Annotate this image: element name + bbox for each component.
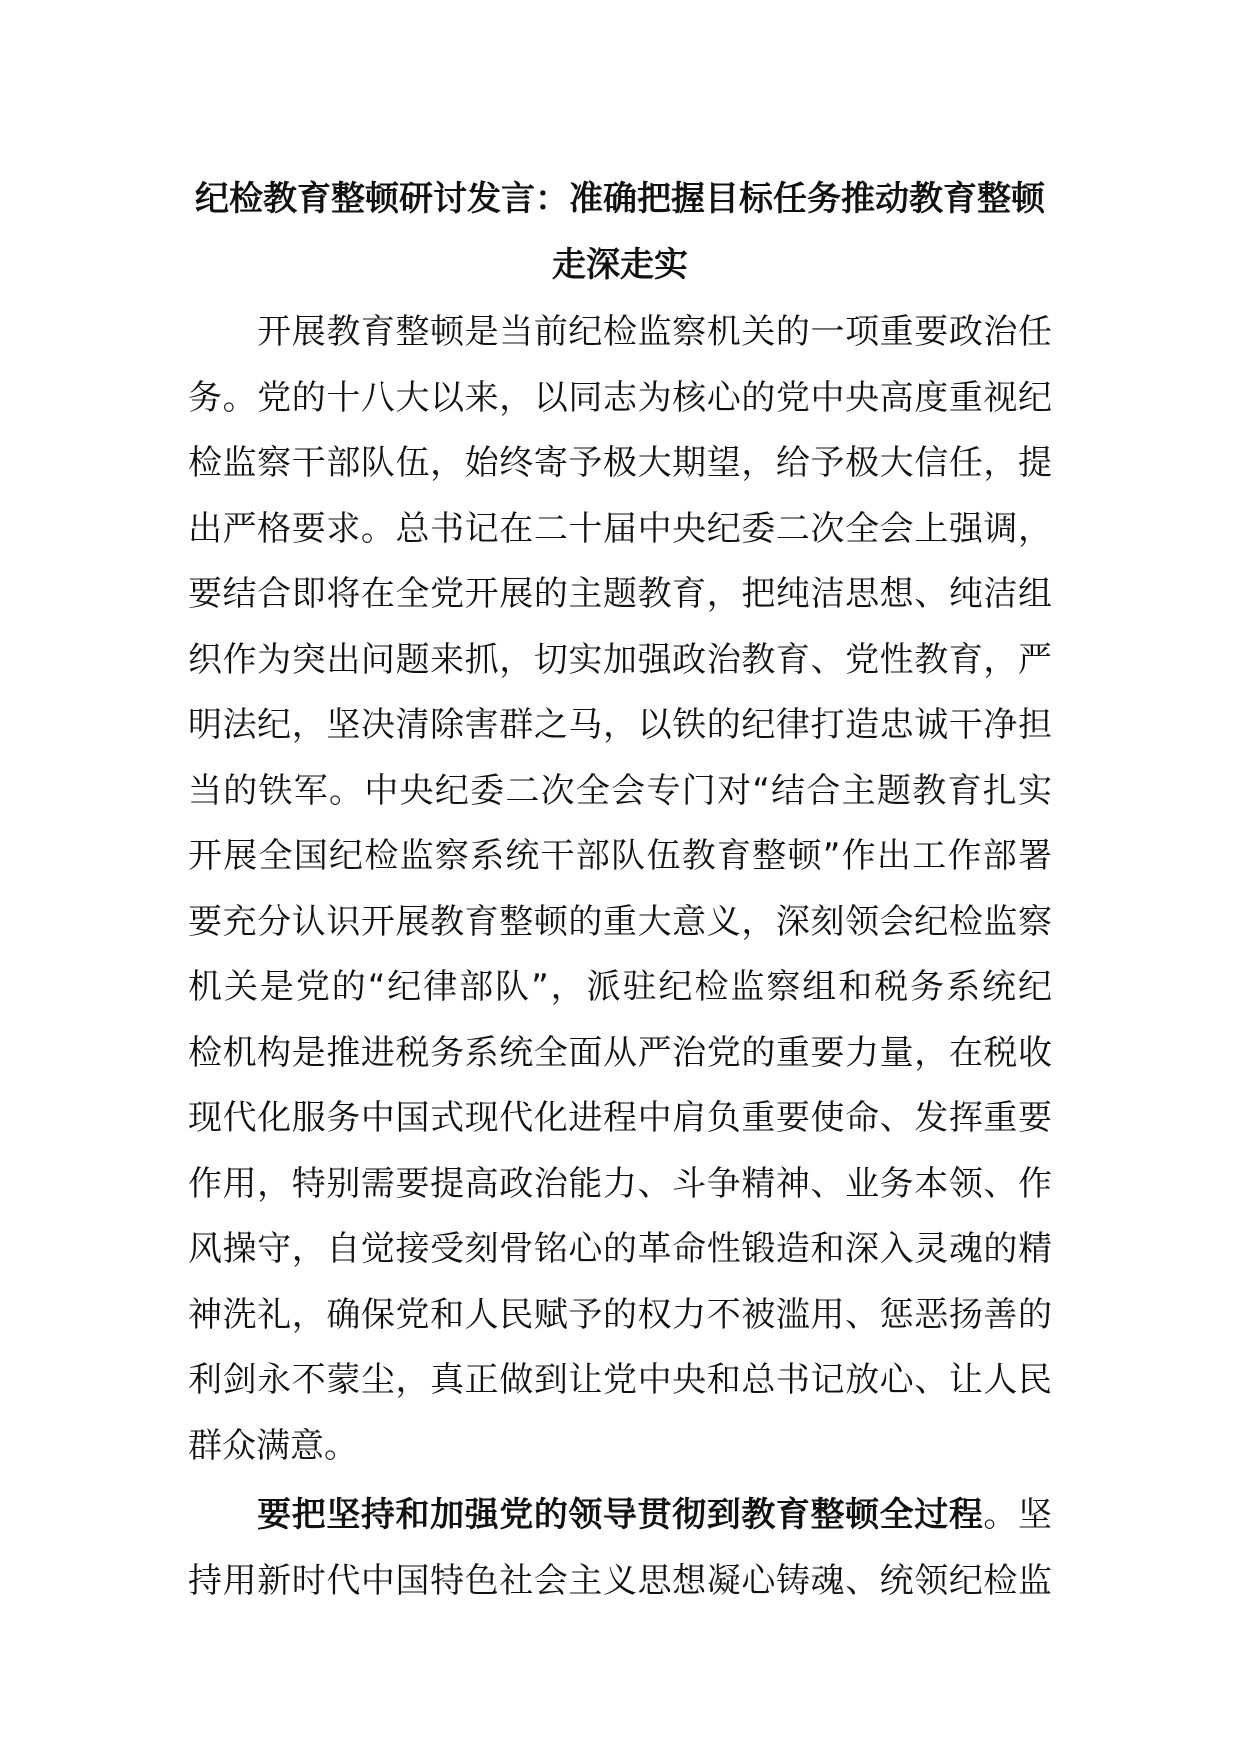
- paragraph-line: 要结合即将在全党开展的主题教育，把纯洁思想、纯洁组: [188, 574, 1052, 614]
- paragraph-line: 作用，特别需要提高政治能力、斗争精神、业务本领、作: [188, 1163, 1052, 1204]
- document-title: [188, 166, 1052, 298]
- paragraph-line: 要充分认识开展教育整顿的重大意义，深刻领会纪检监察: [188, 901, 1052, 942]
- paragraph-line: 检监察干部队伍，始终寄予极大期望，给予极大信任，提: [188, 443, 1052, 483]
- title-line-1: 纪检教育整顿研讨发言：准确把握目标任务推动教育整顿: [195, 179, 1045, 219]
- title-line-2: 走深走实: [552, 245, 688, 285]
- paragraph-line: 现代化服务中国式现代化进程中肩负重要使命、发挥重要: [188, 1098, 1052, 1138]
- paragraph-line: 神洗礼，确保党和人民赋予的权力不被滥用、惩恶扬善的: [188, 1294, 1052, 1335]
- paragraph-line: 持用新时代中国特色社会主义思想凝心铸魂、统领纪检监: [188, 1560, 1052, 1601]
- document-body: [188, 300, 1052, 1614]
- paragraph-line: 织作为突出问题来抓，切实加强政治教育、党性教育，严: [188, 639, 1052, 680]
- paragraph-line: 开展全国纪检监察系统干部队伍教育整顿”作出工作部署: [188, 836, 1052, 876]
- paragraph-2: [188, 1483, 1052, 1614]
- paragraph-line: 群众满意。: [188, 1425, 358, 1466]
- paragraph-line: 明法纪，坚决清除害群之马，以铁的纪律打造忠诚干净担: [188, 705, 1052, 745]
- paragraph-line: 利剑永不蒙尘，真正做到让党中央和总书记放心、让人民: [188, 1360, 1052, 1400]
- paragraph-line: 出严格要求。总书记在二十届中央纪委二次全会上强调，: [188, 508, 1052, 549]
- paragraph-line: 开展教育整顿是当前纪检监察机关的一项重要政治任: [188, 312, 1052, 352]
- paragraph-1: [188, 300, 1052, 1479]
- paragraph-line: 机关是党的“纪律部队”，派驻纪检监察组和税务系统纪: [188, 967, 1052, 1007]
- paragraph-line: 务。党的十八大以来，以同志为核心的党中央高度重视纪: [188, 377, 1052, 418]
- paragraph-line: [188, 1483, 1052, 1549]
- section-heading: 要把坚持和加强党的领导贯彻到教育整顿全过程: [257, 1495, 984, 1535]
- heading-tail: 。坚: [983, 1495, 1053, 1535]
- paragraph-line: 当的铁军。中央纪委二次全会专门对“结合主题教育扎实: [188, 770, 1052, 811]
- paragraph-line: 风操守，自觉接受刻骨铭心的革命性锻造和深入灵魂的精: [188, 1229, 1052, 1269]
- paragraph-line: 检机构是推进税务系统全面从严治党的重要力量，在税收: [188, 1032, 1052, 1073]
